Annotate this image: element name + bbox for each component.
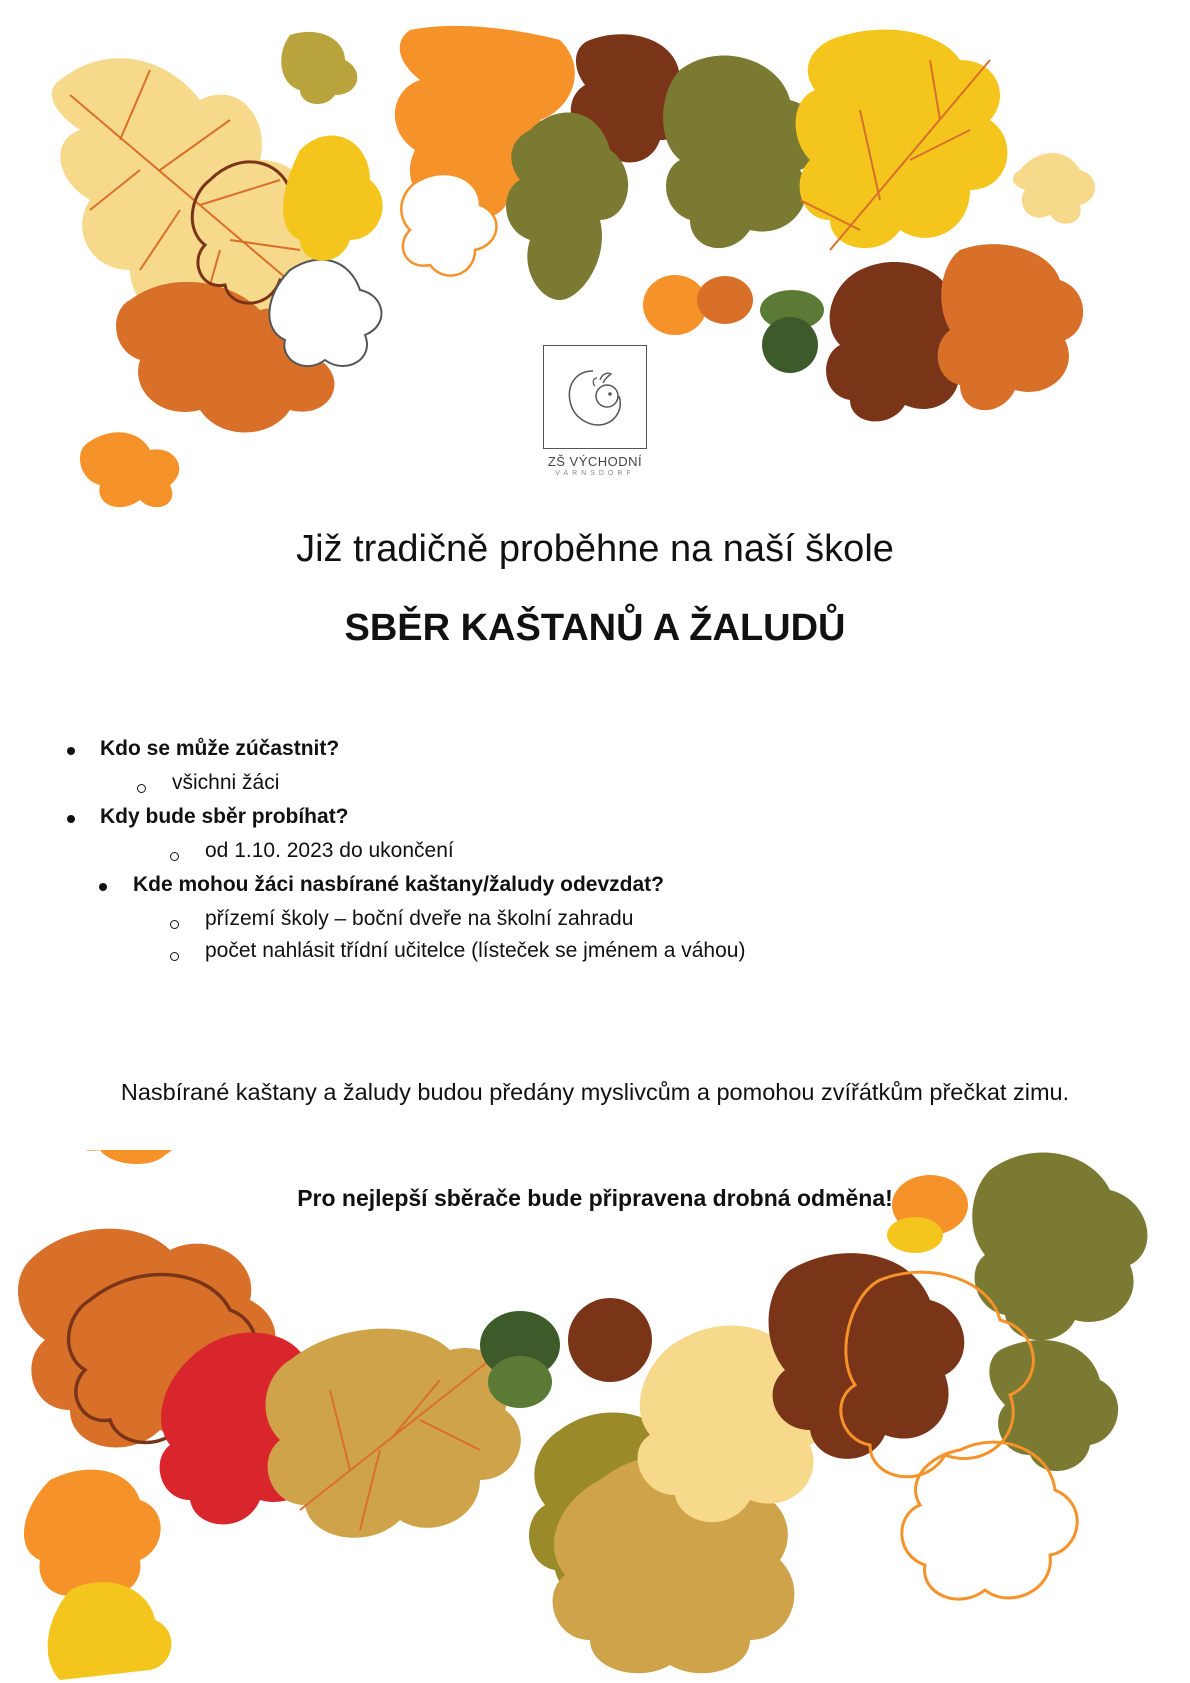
logo-town-name: VARNSDORF <box>555 470 635 477</box>
big-yellow-leaf <box>796 30 1008 249</box>
question-who: Kdo se může zúčastnit? <box>100 737 340 760</box>
logo-school-name: ZŠ VÝCHODNÍ <box>547 454 643 469</box>
question-when: Kdy bude sběr probíhat? <box>100 805 349 828</box>
reward-text: Pro nejlepší sběrače bude připravena drobná odměna! <box>297 1185 893 1211</box>
circle-bullet-icon <box>170 952 179 961</box>
brown-leaf-right <box>769 1253 965 1459</box>
acorn-brown <box>568 1298 652 1382</box>
school-logo <box>540 345 650 477</box>
small-orange-leaf <box>59 1150 175 1164</box>
bullet-icon <box>67 747 75 755</box>
logo-frame <box>543 345 647 449</box>
question-where: Kde mohou žáci nasbírané kaštany/žaludy odevzdat? <box>133 873 664 896</box>
page-title: SBĚR KAŠTANŮ A ŽALUDŮ <box>344 607 846 649</box>
bullet-icon <box>67 815 75 823</box>
answer-where-1: přízemí školy – boční dveře na školní zahradu <box>205 907 634 930</box>
acorn-orange <box>643 275 753 335</box>
pale-leaf-right <box>1013 153 1095 224</box>
circle-bullet-icon <box>170 920 179 929</box>
acorn-orange <box>887 1175 968 1253</box>
squirrel-icon <box>545 346 646 447</box>
acorn-green <box>760 290 824 373</box>
bullet-icon <box>99 883 107 891</box>
yellow-leaf-bottom-left <box>48 1582 172 1680</box>
circle-bullet-icon <box>137 784 146 793</box>
intro-line: Již tradičně proběhne na naší škole <box>296 528 894 570</box>
olive-leaf-right <box>663 56 821 249</box>
acorn-green <box>480 1311 560 1408</box>
circle-bullet-icon <box>170 852 179 861</box>
small-orange-leaf <box>80 432 179 507</box>
outline-leaf-white <box>269 260 381 366</box>
small-olive-leaf <box>281 32 357 104</box>
autumn-leaves-bottom-illustration <box>0 1150 1190 1683</box>
answer-who: všichni žáci <box>172 771 280 794</box>
answer-where-2: počet nahlásit třídní učitelce (lísteček se jménem a váhou) <box>205 939 746 962</box>
dark-orange-leaf-right <box>938 244 1084 410</box>
orange-leaf-bottom-left <box>24 1470 161 1596</box>
statement-text: Nasbírané kaštany a žaludy budou předány myslivcům a pomohou zvířátkům přečkat zimu. <box>120 1079 1070 1105</box>
answer-when: od 1.10. 2023 do ukončení <box>205 839 454 862</box>
olive-leaf-right-lower <box>989 1340 1118 1471</box>
